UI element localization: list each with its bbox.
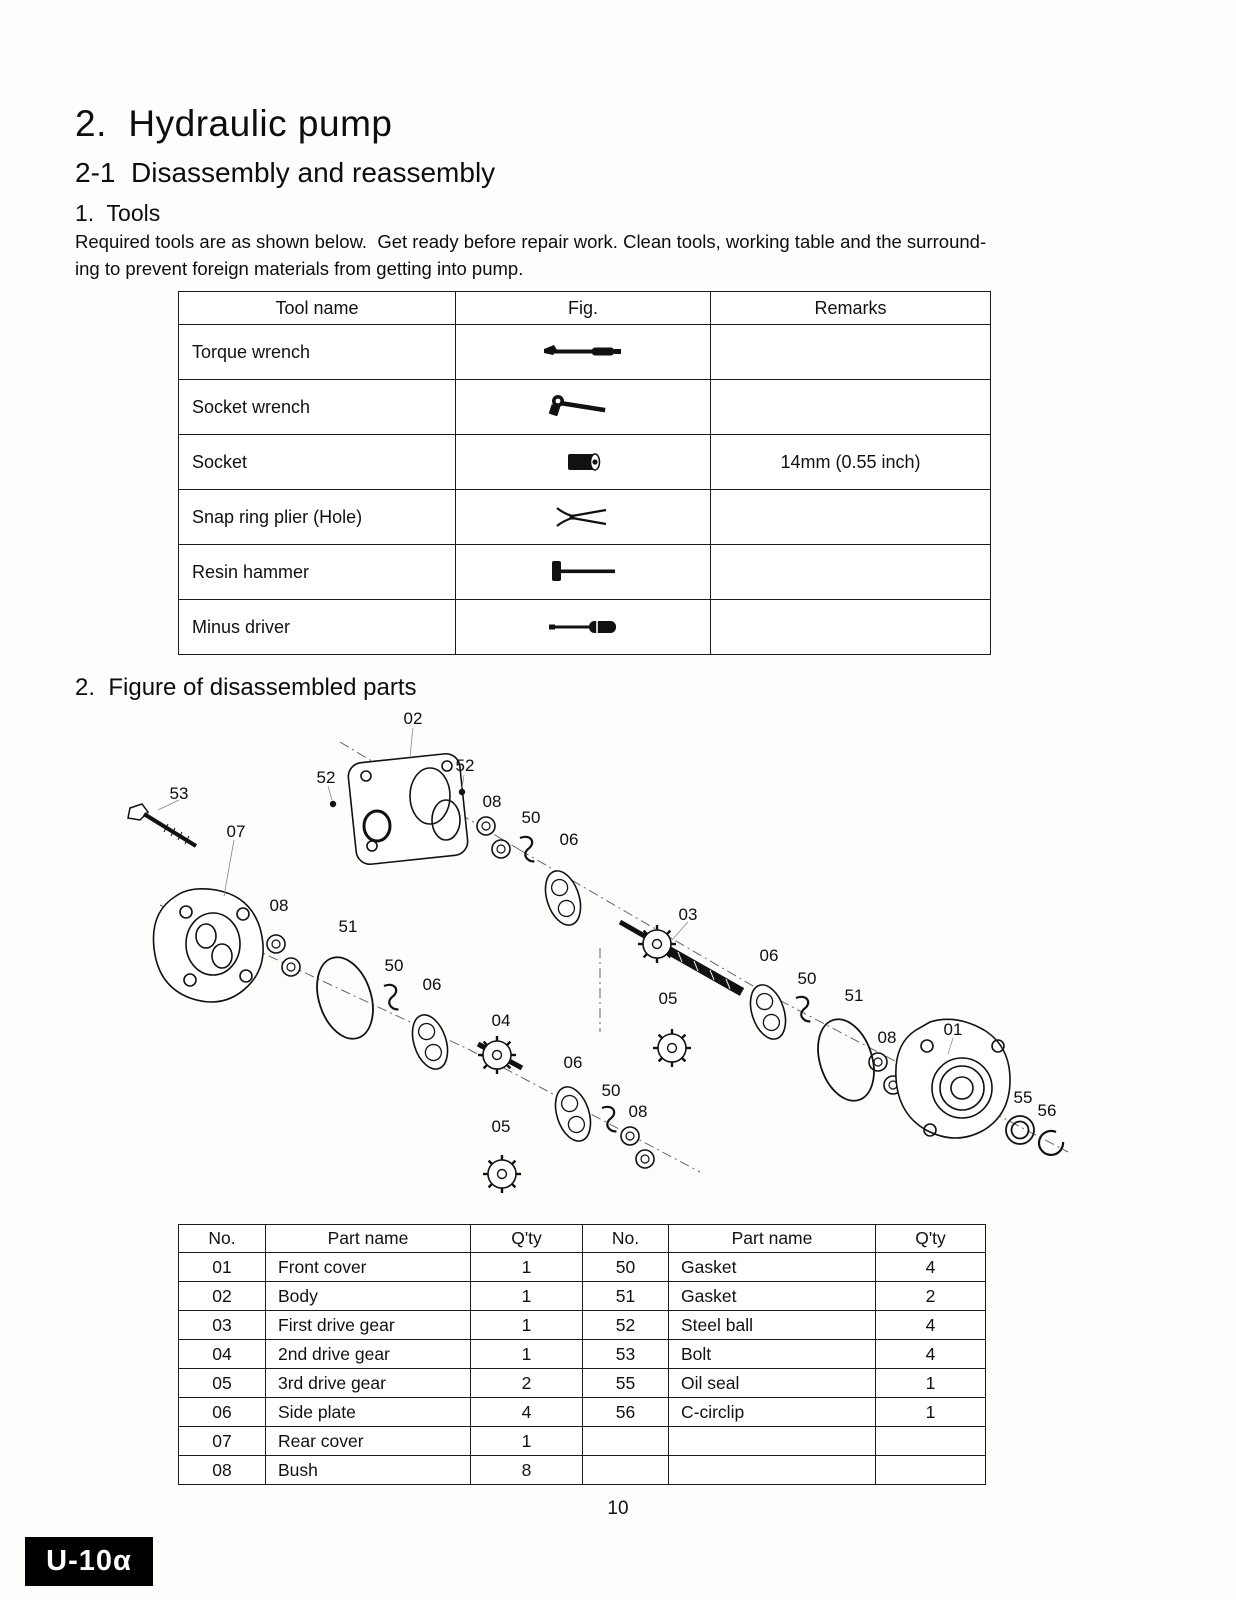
part-number-label: 07 — [226, 822, 246, 841]
parts-header-no-left: No. — [179, 1225, 266, 1253]
bush-part — [621, 1127, 654, 1168]
exploded-parts-diagram — [0, 700, 1236, 1225]
part-qty-cell: 1 — [471, 1253, 583, 1282]
part-name-cell: First drive gear — [266, 1311, 471, 1340]
large-gasket-part — [307, 950, 382, 1046]
bolt-part — [128, 800, 196, 846]
tools-table-header-row — [179, 292, 991, 325]
snap-ring-plier-icon — [538, 503, 628, 531]
part-number-label: 06 — [759, 946, 779, 965]
part-name-cell: Body — [266, 1282, 471, 1311]
parts-table-row — [179, 1427, 986, 1456]
part-number-label: 52 — [455, 756, 475, 775]
gasket-part — [379, 983, 404, 1010]
tool-fig-cell — [456, 435, 711, 490]
part-no-cell: 06 — [179, 1398, 266, 1427]
part-number-label: 51 — [338, 917, 358, 936]
parts-header-name-right: Part name — [669, 1225, 876, 1253]
part-qty-cell — [876, 1456, 986, 1485]
tools-table-row — [179, 435, 991, 490]
part-qty-cell: 4 — [876, 1311, 986, 1340]
part-qty-cell: 4 — [876, 1253, 986, 1282]
tools-table-row — [179, 325, 991, 380]
part-number-label: 04 — [491, 1011, 511, 1030]
part-number-label: 03 — [678, 905, 698, 924]
bush-part — [267, 935, 300, 976]
part-qty-cell: 4 — [471, 1398, 583, 1427]
oil-seal-part — [1006, 1116, 1034, 1144]
part-qty-cell: 1 — [471, 1427, 583, 1456]
part-no-cell — [583, 1456, 669, 1485]
part-no-cell: 56 — [583, 1398, 669, 1427]
tools-table-row — [179, 545, 991, 600]
tool-fig-cell — [456, 380, 711, 435]
part-number-label: 05 — [658, 989, 678, 1008]
tool-remarks — [711, 490, 991, 545]
parts-table-row — [179, 1253, 986, 1282]
part-no-cell: 51 — [583, 1282, 669, 1311]
part-number-label: 51 — [844, 986, 864, 1005]
part-number-label: 50 — [521, 808, 541, 827]
part-qty-cell: 1 — [471, 1311, 583, 1340]
part-number-label: 08 — [877, 1028, 897, 1047]
part-no-cell: 01 — [179, 1253, 266, 1282]
tools-table-row — [179, 600, 991, 655]
part-qty-cell: 1 — [471, 1282, 583, 1311]
part-no-cell: 03 — [179, 1311, 266, 1340]
part-no-cell: 52 — [583, 1311, 669, 1340]
page-number: 10 — [607, 1498, 629, 1519]
intro-line-2: ing to prevent foreign materials from getting into pump. — [75, 258, 524, 279]
tools-table — [178, 291, 991, 655]
part-no-cell: 08 — [179, 1456, 266, 1485]
part-name-cell: Rear cover — [266, 1427, 471, 1456]
part-no-cell: 05 — [179, 1369, 266, 1398]
tool-remarks — [711, 380, 991, 435]
tool-fig-cell — [456, 600, 711, 655]
part-qty-cell: 1 — [876, 1369, 986, 1398]
parts-table-row — [179, 1340, 986, 1369]
tool-name: Resin hammer — [179, 545, 456, 600]
part-number-label: 06 — [422, 975, 442, 994]
part-number-label: 08 — [628, 1102, 648, 1121]
tool-name: Torque wrench — [179, 325, 456, 380]
tools-heading: 1. Tools — [75, 200, 161, 226]
tool-name: Socket wrench — [179, 380, 456, 435]
part-name-cell — [669, 1427, 876, 1456]
part-number-label: 50 — [797, 969, 817, 988]
bush-part — [477, 817, 510, 858]
gasket-part — [791, 995, 816, 1022]
side-plate-part — [406, 1010, 454, 1073]
part-number-label: 02 — [403, 709, 423, 728]
intro-text — [75, 228, 986, 282]
tool-remarks — [711, 325, 991, 380]
part-number-label: 06 — [559, 830, 579, 849]
part-number-label: 08 — [482, 792, 502, 811]
part-qty-cell: 1 — [471, 1340, 583, 1369]
tool-fig-cell — [456, 490, 711, 545]
part-no-cell: 02 — [179, 1282, 266, 1311]
part-name-cell — [669, 1456, 876, 1485]
side-plate-part — [744, 980, 792, 1043]
tool-remarks: 14mm (0.55 inch) — [711, 435, 991, 490]
part-number-label: 05 — [491, 1117, 511, 1136]
part-name-cell: Oil seal — [669, 1369, 876, 1398]
socket-wrench-icon — [538, 392, 628, 422]
part-name-cell: Gasket — [669, 1253, 876, 1282]
parts-header-name-left: Part name — [266, 1225, 471, 1253]
part-no-cell: 04 — [179, 1340, 266, 1369]
parts-table-row — [179, 1311, 986, 1340]
large-gasket-part — [808, 1012, 883, 1108]
part-number-label: 06 — [563, 1053, 583, 1072]
part-no-cell: 07 — [179, 1427, 266, 1456]
parts-table-header-row — [179, 1225, 986, 1253]
parts-header-qty-right: Q'ty — [876, 1225, 986, 1253]
tools-header-fig: Fig. — [456, 292, 711, 325]
third-drive-gear-part — [653, 1029, 691, 1067]
part-number-label: 56 — [1037, 1101, 1057, 1120]
tool-fig-cell — [456, 545, 711, 600]
tools-header-tool-name: Tool name — [179, 292, 456, 325]
parts-table-row — [179, 1369, 986, 1398]
parts-header-qty-left: Q'ty — [471, 1225, 583, 1253]
part-name-cell: 2nd drive gear — [266, 1340, 471, 1369]
minus-driver-icon — [538, 614, 628, 640]
parts-header-no-right: No. — [583, 1225, 669, 1253]
section-subtitle: 2-1 Disassembly and reassembly — [75, 157, 496, 188]
part-no-cell: 50 — [583, 1253, 669, 1282]
model-badge: U-10α — [25, 1537, 153, 1586]
socket-icon — [538, 449, 628, 475]
part-number-label: 52 — [316, 768, 336, 787]
part-number-label: 01 — [943, 1020, 963, 1039]
part-no-cell: 55 — [583, 1369, 669, 1398]
pump-body-part — [347, 728, 469, 866]
tool-name: Minus driver — [179, 600, 456, 655]
part-name-cell: Bush — [266, 1456, 471, 1485]
resin-hammer-icon — [538, 558, 628, 586]
part-qty-cell: 8 — [471, 1456, 583, 1485]
part-name-cell: Steel ball — [669, 1311, 876, 1340]
parts-table-row — [179, 1398, 986, 1427]
torque-wrench-icon — [538, 339, 628, 365]
tool-fig-cell — [456, 325, 711, 380]
part-number-label: 50 — [384, 956, 404, 975]
tool-remarks — [711, 545, 991, 600]
parts-table — [178, 1224, 986, 1485]
second-drive-gear-part — [478, 1036, 522, 1074]
part-name-cell: 3rd drive gear — [266, 1369, 471, 1398]
exploded-parts-drawing — [0, 700, 1236, 1225]
tool-name: Socket — [179, 435, 456, 490]
part-qty-cell: 4 — [876, 1340, 986, 1369]
part-qty-cell: 1 — [876, 1398, 986, 1427]
part-number-label: 50 — [601, 1081, 621, 1100]
third-drive-gear-part — [483, 1155, 521, 1193]
figure-heading: 2. Figure of disassembled parts — [75, 674, 417, 701]
part-name-cell: C-circlip — [669, 1398, 876, 1427]
part-qty-cell — [876, 1427, 986, 1456]
intro-line-1: Required tools are as shown below. Get ready before repair work. Clean tools, working table and the surround- — [75, 231, 987, 252]
page-title: 2. Hydraulic pump — [75, 103, 393, 144]
parts-table-row — [179, 1282, 986, 1311]
part-name-cell: Bolt — [669, 1340, 876, 1369]
side-plate-part — [549, 1082, 597, 1145]
first-drive-gear-part — [620, 922, 742, 992]
tools-table-row — [179, 490, 991, 545]
gasket-part — [515, 835, 540, 862]
part-number-label: 08 — [269, 896, 289, 915]
tools-table-row — [179, 380, 991, 435]
parts-table-row — [179, 1456, 986, 1485]
part-qty-cell: 2 — [471, 1369, 583, 1398]
gasket-part — [597, 1105, 622, 1132]
part-no-cell — [583, 1427, 669, 1456]
tool-name: Snap ring plier (Hole) — [179, 490, 456, 545]
part-name-cell: Side plate — [266, 1398, 471, 1427]
part-number-label: 53 — [169, 784, 189, 803]
tool-remarks — [711, 600, 991, 655]
rear-cover-part — [153, 840, 263, 1002]
side-plate-part — [539, 866, 587, 929]
part-qty-cell: 2 — [876, 1282, 986, 1311]
part-name-cell: Gasket — [669, 1282, 876, 1311]
tools-header-remarks: Remarks — [711, 292, 991, 325]
part-name-cell: Front cover — [266, 1253, 471, 1282]
part-no-cell: 53 — [583, 1340, 669, 1369]
part-number-label: 55 — [1013, 1088, 1033, 1107]
